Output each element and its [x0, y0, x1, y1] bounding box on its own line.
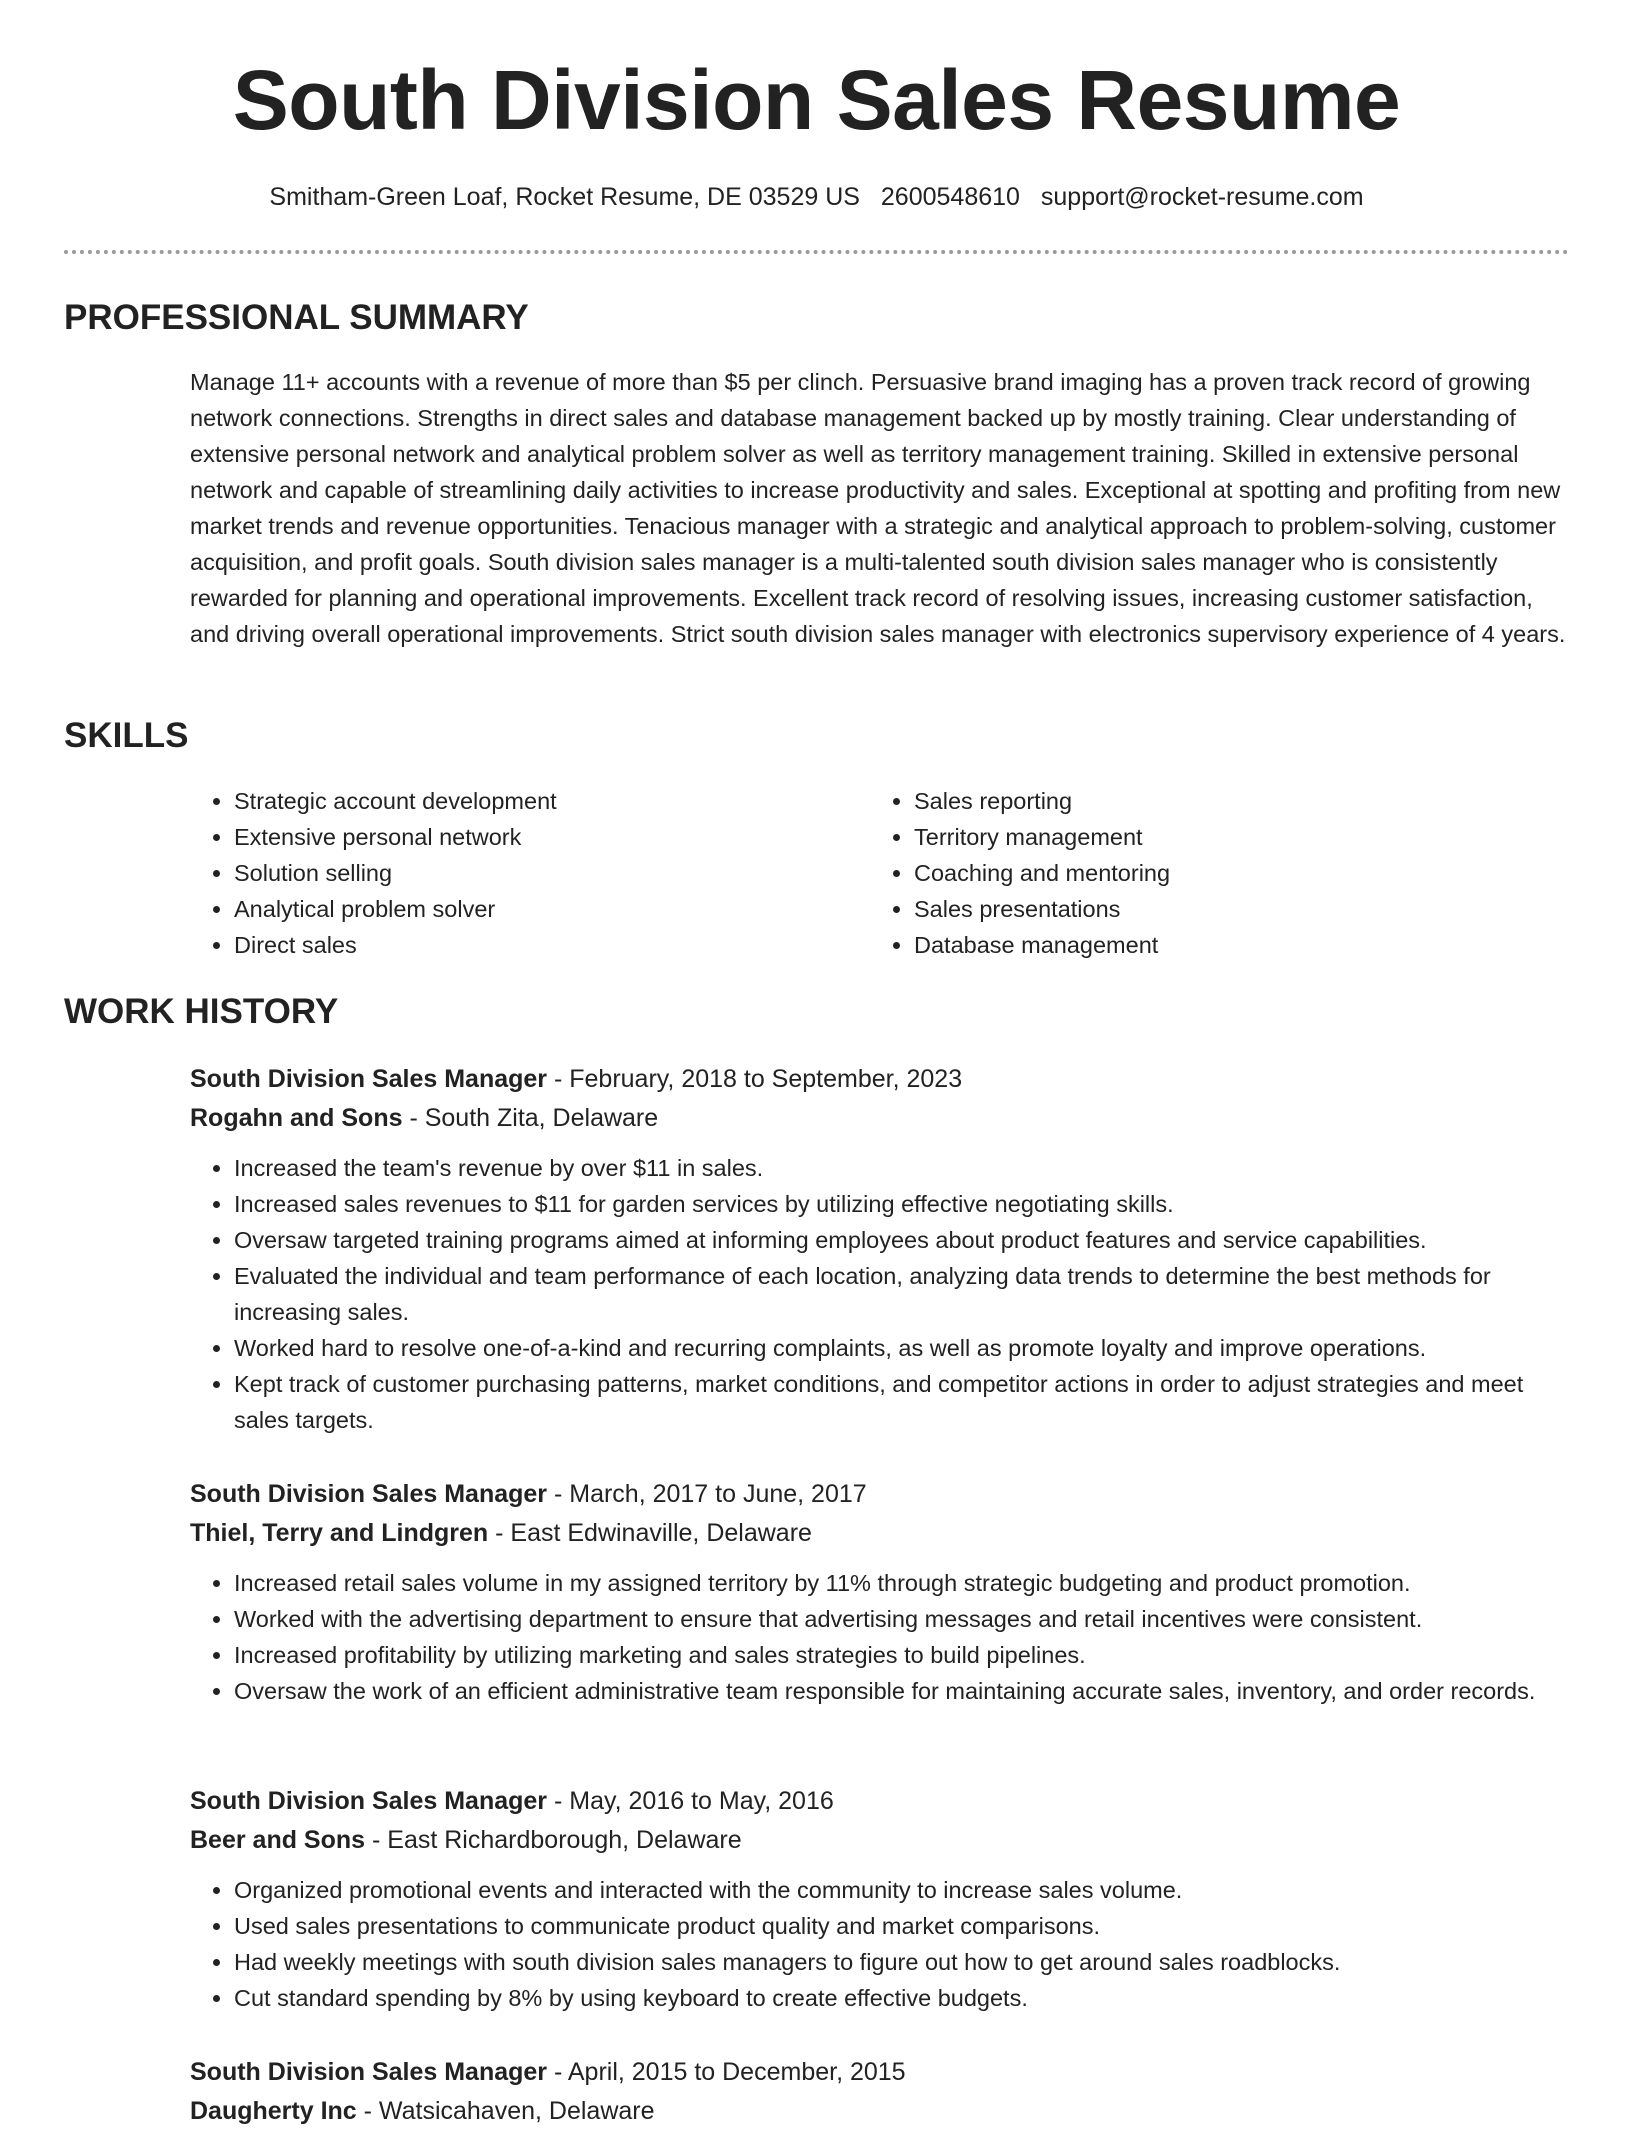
contact-email: support@rocket-resume.com: [1040, 183, 1364, 211]
skills-list: [190, 783, 1570, 963]
job-bullet: • Evaluated the individual and team performance of each location, analyzing data trends to determine the best methods for increasing sales.: [234, 1258, 1570, 1330]
job-dates: - April, 2015 to December, 2015: [547, 2058, 906, 2086]
job-title-line: [190, 1475, 1570, 1514]
job-dates: - May, 2016 to May, 2016: [547, 1787, 834, 1815]
job-company: Thiel, Terry and Lindgren: [190, 1519, 489, 1547]
job-location: - East Richardborough, Delaware: [365, 1826, 742, 1854]
skill-item: • Territory management: [914, 819, 1550, 855]
job-location: - South Zita, Delaware: [402, 1104, 659, 1132]
job-location: - East Edwinaville, Delaware: [488, 1519, 812, 1547]
job-bullet: • Increased the team's revenue by over $11 in sales.: [234, 1150, 1570, 1186]
job-company: Beer and Sons: [190, 1826, 366, 1854]
job-bullet: • Organized promotional events and interacted with the community to increase sales volume.: [234, 1872, 1570, 1908]
job-bullet: • Kept track of customer purchasing patterns, market conditions, and competitor actions in order to adjust strategies and meet sales targets.: [234, 1366, 1570, 1438]
job-entry: [190, 1475, 1570, 1709]
job-title-line: [190, 1060, 1570, 1099]
job-entry: [190, 1782, 1570, 2016]
skill-item: • Database management: [914, 927, 1550, 963]
job-bullet: • Increased profitability by utilizing marketing and sales strategies to build pipelines.: [234, 1637, 1570, 1673]
job-title: South Division Sales Manager: [190, 2058, 548, 2086]
job-bullet: • Had weekly meetings with south division sales managers to figure out how to get around sales roadblocks.: [234, 1944, 1570, 1980]
job-company-line: [190, 1514, 1570, 1553]
job-title: South Division Sales Manager: [190, 1480, 548, 1508]
job-company-line: [190, 1099, 1570, 1138]
job-bullet: • Cut standard spending by 8% by using keyboard to create effective budgets.: [234, 1980, 1570, 2016]
skill-item: • Sales presentations: [914, 891, 1550, 927]
job-dates: - March, 2017 to June, 2017: [547, 1480, 867, 1508]
job-entry: [190, 1060, 1570, 1438]
resume-title: South Division Sales Resume: [232, 53, 1401, 147]
job-bullet: • Worked hard to resolve one-of-a-kind and recurring complaints, as well as promote loyalty and improve operations.: [234, 1330, 1570, 1366]
job-bullet: • Increased retail sales volume in my assigned territory by 11% through strategic budgeting and product promotion.: [234, 1565, 1570, 1601]
skill-item: • Direct sales: [234, 927, 870, 963]
job-bullet: • Worked with the advertising department to ensure that advertising messages and retail incentives were consistent.: [234, 1601, 1570, 1637]
summary-text: Manage 11+ accounts with a revenue of more than $5 per clinch. Persuasive brand imaging has a proven track record of growing network connections. Strengths in direct sales and database management backed up by mostly training. Clear understanding of extensive personal network and analytical problem solver as well as territory management training. Skilled in extensive personal network and capable of streamlining daily activities to increase productivity and sales. Exceptional at spotting and profiting from new market trends and revenue opportunities. Tenacious manager with a strategic and analytical approach to problem-solving, customer acquisition, and profit goals. South division sales manager is a multi-talented south division sales manager who is consistently rewarded for planning and operational improvements. Excellent track record of resolving issues, increasing customer satisfaction, and driving overall operational improvements. Strict south division sales manager with electronics supervisory experience of 4 years.: [190, 369, 1566, 647]
job-company: Daugherty Inc: [190, 2097, 357, 2125]
job-title: South Division Sales Manager: [190, 1787, 548, 1815]
job-bullets: [190, 1150, 1570, 1438]
skill-item: • Analytical problem solver: [234, 891, 870, 927]
skills-heading: SKILLS: [64, 716, 189, 755]
job-entry: [190, 2053, 1570, 2131]
skill-item: • Coaching and mentoring: [914, 855, 1550, 891]
job-location: - Watsicahaven, Delaware: [356, 2097, 655, 2125]
skills-column-left: [190, 783, 870, 963]
summary-heading: PROFESSIONAL SUMMARY: [64, 298, 529, 337]
job-bullets: [190, 1565, 1570, 1709]
contact-phone: 2600548610: [880, 183, 1020, 211]
job-bullet: • Oversaw the work of an efficient administrative team responsible for maintaining accurate sales, inventory, and order records.: [234, 1673, 1570, 1709]
contact-line: [64, 183, 1569, 212]
job-bullet: • Used sales presentations to communicate product quality and market comparisons.: [234, 1908, 1570, 1944]
skill-item: • Solution selling: [234, 855, 870, 891]
job-company: Rogahn and Sons: [190, 1104, 403, 1132]
header-divider: [64, 250, 1569, 254]
skill-item: • Strategic account development: [234, 783, 870, 819]
skills-column-right: [870, 783, 1550, 963]
job-title: South Division Sales Manager: [190, 1065, 548, 1093]
job-company-line: [190, 1821, 1570, 1860]
skill-item: • Sales reporting: [914, 783, 1550, 819]
job-dates: - February, 2018 to September, 2023: [547, 1065, 963, 1093]
contact-address: Smitham-Green Loaf, Rocket Resume, DE 03529 US: [269, 183, 860, 211]
job-bullets: [190, 1872, 1570, 2016]
job-bullet: • Oversaw targeted training programs aimed at informing employees about product features and service capabilities.: [234, 1222, 1570, 1258]
skill-item: • Extensive personal network: [234, 819, 870, 855]
work-history-heading: WORK HISTORY: [64, 992, 339, 1031]
job-title-line: [190, 1782, 1570, 1821]
job-bullet: • Increased sales revenues to $11 for garden services by utilizing effective negotiating skills.: [234, 1186, 1570, 1222]
job-title-line: [190, 2053, 1570, 2092]
